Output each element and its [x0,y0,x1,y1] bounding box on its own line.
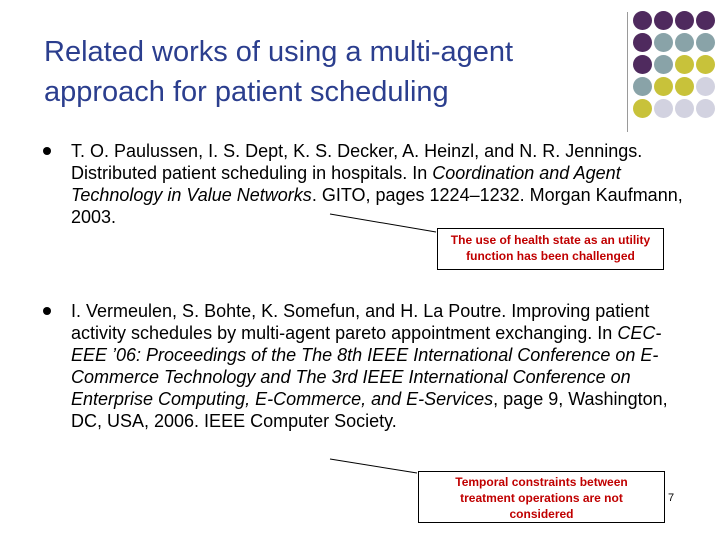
reference-1-italic: Coordination and Agent Technology in Value Networks [71,163,621,205]
callout-2-line-2: treatment operations are not [460,491,623,505]
callout-1-line-1: The use of health state as an utility [450,233,651,247]
callout-2 [418,471,665,523]
callout-2-line-1: Temporal constraints between [455,475,628,489]
callout-2-line-3: considered [509,507,574,521]
callout-1-line-2: function has been challenged [466,249,635,263]
page-number: 7 [668,492,675,504]
reference-2-text: I. Vermeulen, S. Bohte, K. Somefun, and H. La Poutre. Improving patient activity schedules by multi-agent pareto appointment exchanging. In [71,301,650,343]
reference-2-text-end: , page 9, Washington, DC, USA, 2006. IEEE Computer Society. [71,389,668,431]
title-line-1: Related works of using a multi-agent [44,36,514,68]
reference-1-text-end: . GITO, pages 1224–1232. Morgan Kaufmann, 2003. [71,185,683,227]
callout-1-connector [330,214,436,232]
callout-1 [437,228,664,270]
reference-2-italic: CEC-EEE ’06: Proceedings of the The 8th IEEE International Conference on E-Commerce Technology and The 3rd IEEE International Conference on Enterprise Computing, E-Commerce, and E-Services [71,323,662,409]
title-line-2: approach for patient scheduling [44,76,449,108]
callout-2-connector [330,459,417,473]
reference-1-text: T. O. Paulussen, I. S. Dept, K. S. Decker, A. Heinzl, and N. R. Jennings. Distributed patient scheduling in hospitals. In [71,141,643,183]
